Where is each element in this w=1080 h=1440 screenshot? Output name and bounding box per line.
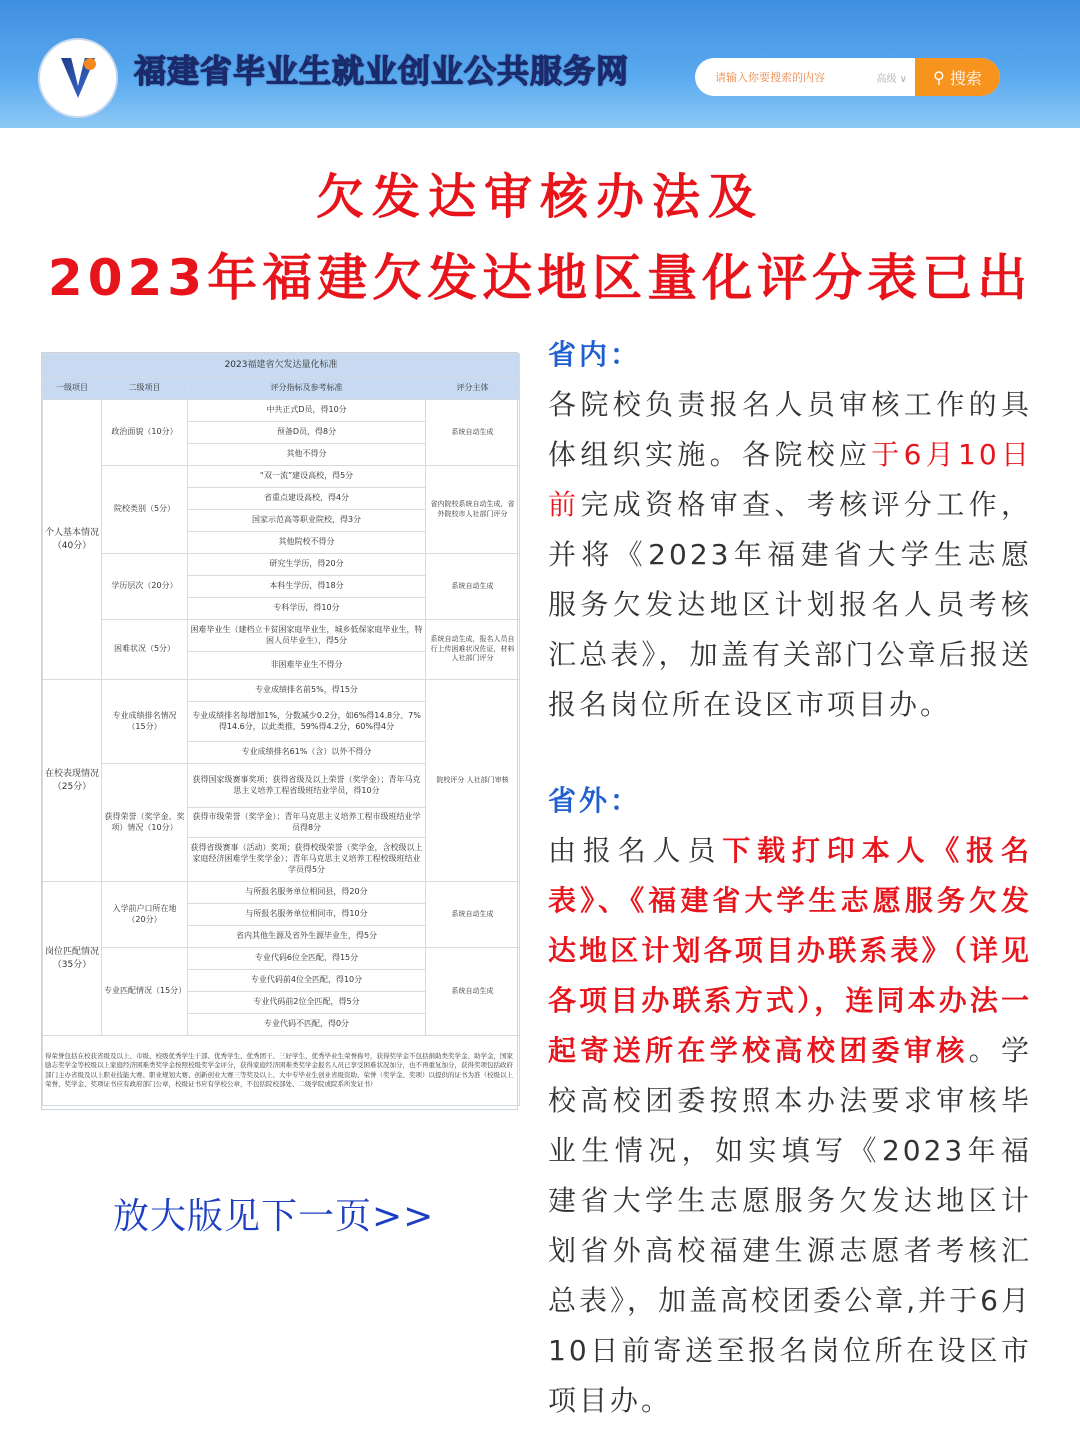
table-row: [43, 882, 520, 904]
level2-cell: 专业成绩排名情况（15分）: [102, 680, 188, 764]
level2-cell: 获得荣誉（奖学金、奖项）情况（10分）: [102, 764, 188, 882]
criterion-cell: 专业成绩排名每增加1%，分数减少0.2分，如6%得14.8分、7%得14.6分，以此类推，59%得4.2分，60%得4分: [188, 702, 426, 742]
text-segment: 完成资格审查、考核评分工作，并将《2023年福建省大学生志愿服务欠发达地区计划报名人员考核汇总表》，加盖有关部门公章后报送报名岗位所在设区市项目办。: [548, 488, 1032, 721]
level2-cell: 政治面貌（10分）: [102, 400, 188, 466]
text-segment: 由报名人员: [548, 834, 723, 867]
level1-cell: 岗位匹配情况（35分）: [43, 882, 102, 1036]
page-title-line1: 欠发达审核办法及: [315, 169, 764, 225]
criterion-cell: 获得市级荣誉（奖学金）；青年马克思主义培养工程市级班结业学员得8分: [188, 808, 426, 838]
criterion-cell: 与所报名服务单位相同县，得20分: [188, 882, 426, 904]
criterion-cell: 专业代码不匹配，得0分: [188, 1014, 426, 1036]
table-note: 得荣誉包括在校获省级及以上、市级、校级优秀学生干部、优秀学生、优秀团干、三好学生、优秀毕业生荣誉称号，获得奖学金不包括捐助类奖学金、助学金，国家励志奖学金等校级以上家庭经济困难类奖学金按照校级奖学金评分，获得家庭经济困难类奖学金报名人员已享受困难状况加分，也不再重复加分，获得奖项包括政府部门主办省级及以上职业技能大赛、职业规划大赛、创新创业大赛三等奖及以上、大中专毕业生创业省级资助、荣誉（奖学金、奖项）以提供的证书为准（校级以上荣誉、奖学金、奖项证书应有政府部门公章，校级证书应有学校公章，不包括院校部处、二级学院或院系所发证书）: [43, 1036, 520, 1106]
table-header: 二级项目: [102, 378, 188, 400]
criterion-cell: 专业代码6位全匹配，得15分: [188, 948, 426, 970]
table-row: [43, 620, 520, 652]
in-province-heading: 省内：: [548, 338, 642, 371]
criterion-cell: 专科学历，得10分: [188, 598, 426, 620]
criterion-cell: 国家示范高等职业院校，得3分: [188, 510, 426, 532]
level1-cell: 个人基本情况（40分）: [43, 400, 102, 680]
evaluator-cell: 系统自动生成，报名人员自行上传困难状况佐证，材料人社部门评分: [426, 620, 520, 680]
criterion-cell: 预备D员，得8分: [188, 422, 426, 444]
out-province-heading: 省外：: [548, 784, 642, 817]
logo-sun-icon: [84, 58, 96, 70]
table-header: 评分指标及参考标准: [188, 378, 426, 400]
in-province-text: [548, 380, 1032, 730]
criterion-cell: 省内其他生源及省外生源毕业生，得5分: [188, 926, 426, 948]
level2-cell: 院校类别（5分）: [102, 466, 188, 554]
criterion-cell: 获得国家级赛事奖项；获得省级及以上荣誉（奖学金）；青年马克思主义培养工程省级班结业学员，得10分: [188, 764, 426, 808]
out-province-text: [548, 826, 1032, 1426]
level1-cell: 在校表现情况（25分）: [43, 680, 102, 882]
search-button-label: 搜索: [949, 68, 982, 88]
table-header: 一级项目: [43, 378, 102, 400]
search-button[interactable]: [915, 58, 1000, 96]
criterion-cell: 非困难毕业生不得分: [188, 652, 426, 680]
criterion-cell: 其他不得分: [188, 444, 426, 466]
search-bar: [695, 58, 1000, 96]
table-row: [43, 554, 520, 576]
see-next-page-link[interactable]: 放大版见下一页>>: [113, 1196, 435, 1237]
level2-cell: 困难状况（5分）: [102, 620, 188, 680]
criterion-cell: 专业成绩排名61%（含）以外不得分: [188, 742, 426, 764]
evaluator-cell: 省内院校系统自动生成，省外院校市人社部门评分: [426, 466, 520, 554]
highlight-text: 下载打印本人《报名表》、《福建省大学生志愿服务欠发达地区计划各项目办联系表》（详见各项目办联系方式），连同本办法一起寄送所在学校高校团委审核: [548, 834, 1032, 1067]
table-header: 评分主体: [426, 378, 520, 400]
site-logo[interactable]: [38, 38, 118, 118]
in-province-section: [548, 330, 1032, 730]
level2-cell: 学历层次（20分）: [102, 554, 188, 620]
page-title-line2: 2023年福建欠发达地区量化评分表已出: [47, 249, 1033, 307]
out-province-section: [548, 776, 1032, 1426]
table-row: [43, 466, 520, 488]
table-row: [43, 1036, 520, 1106]
advanced-search-dropdown[interactable]: 高级 ∨: [876, 73, 907, 85]
table-row: [43, 400, 520, 422]
criterion-cell: 本科生学历，得18分: [188, 576, 426, 598]
criterion-cell: 专业代码前2位全匹配，得5分: [188, 992, 426, 1014]
criterion-cell: 专业成绩排名前5%，得15分: [188, 680, 426, 702]
evaluator-cell: 系统自动生成: [426, 882, 520, 948]
criterion-cell: 其他院校不得分: [188, 532, 426, 554]
evaluator-cell: 院校评分 人社部门审核: [426, 680, 520, 882]
table-row: [43, 948, 520, 970]
criterion-cell: 研究生学历，得20分: [188, 554, 426, 576]
scoring-table-image: [41, 352, 518, 1110]
evaluator-cell: 系统自动生成: [426, 400, 520, 466]
text-segment: 。学校高校团委按照本办法要求审核毕业生情况，如实填写《2023年福建省大学生志愿服务欠发达地区计划省外高校福建生源志愿者考核汇总表》，加盖高校团委公章,并于6月10日前寄送至报名岗位所在设区市项目办。: [548, 1034, 1032, 1417]
evaluator-cell: 系统自动生成: [426, 554, 520, 620]
level2-cell: 专业匹配情况（15分）: [102, 948, 188, 1036]
table-caption: 2023福建省欠发达量化标准: [43, 354, 520, 378]
text-segment: 各院校负责报名人员审核工作的具体组织实施。各院校应: [548, 388, 1032, 471]
level2-cell: 入学前户口所在地（20分）: [102, 882, 188, 948]
criterion-cell: 专业代码前4位全匹配，得10分: [188, 970, 426, 992]
scoring-table: [42, 353, 520, 1106]
criterion-cell: “双一流”建设高校，得5分: [188, 466, 426, 488]
criterion-cell: 中共正式D员，得10分: [188, 400, 426, 422]
criterion-cell: 与所报名服务单位相同市，得10分: [188, 904, 426, 926]
site-title[interactable]: 福建省毕业生就业创业公共服务网: [134, 52, 630, 90]
criterion-cell: 获得省级赛事（活动）奖项；获得校级荣誉（奖学金，含校级以上家庭经济困难学生奖学金）；青年马克思主义培养工程校级班结业学员得5分: [188, 838, 426, 882]
criterion-cell: 省重点建设高校，得4分: [188, 488, 426, 510]
criterion-cell: 困难毕业生（建档立卡贫困家庭毕业生，城乡低保家庭毕业生，特困人员毕业生），得5分: [188, 620, 426, 652]
evaluator-cell: 系统自动生成: [426, 948, 520, 1036]
table-row: [43, 680, 520, 702]
search-input[interactable]: [695, 71, 877, 84]
highlight-text: 于6月10日前: [548, 438, 1032, 521]
search-icon: ⚲: [933, 67, 945, 87]
site-header: [0, 0, 1080, 128]
